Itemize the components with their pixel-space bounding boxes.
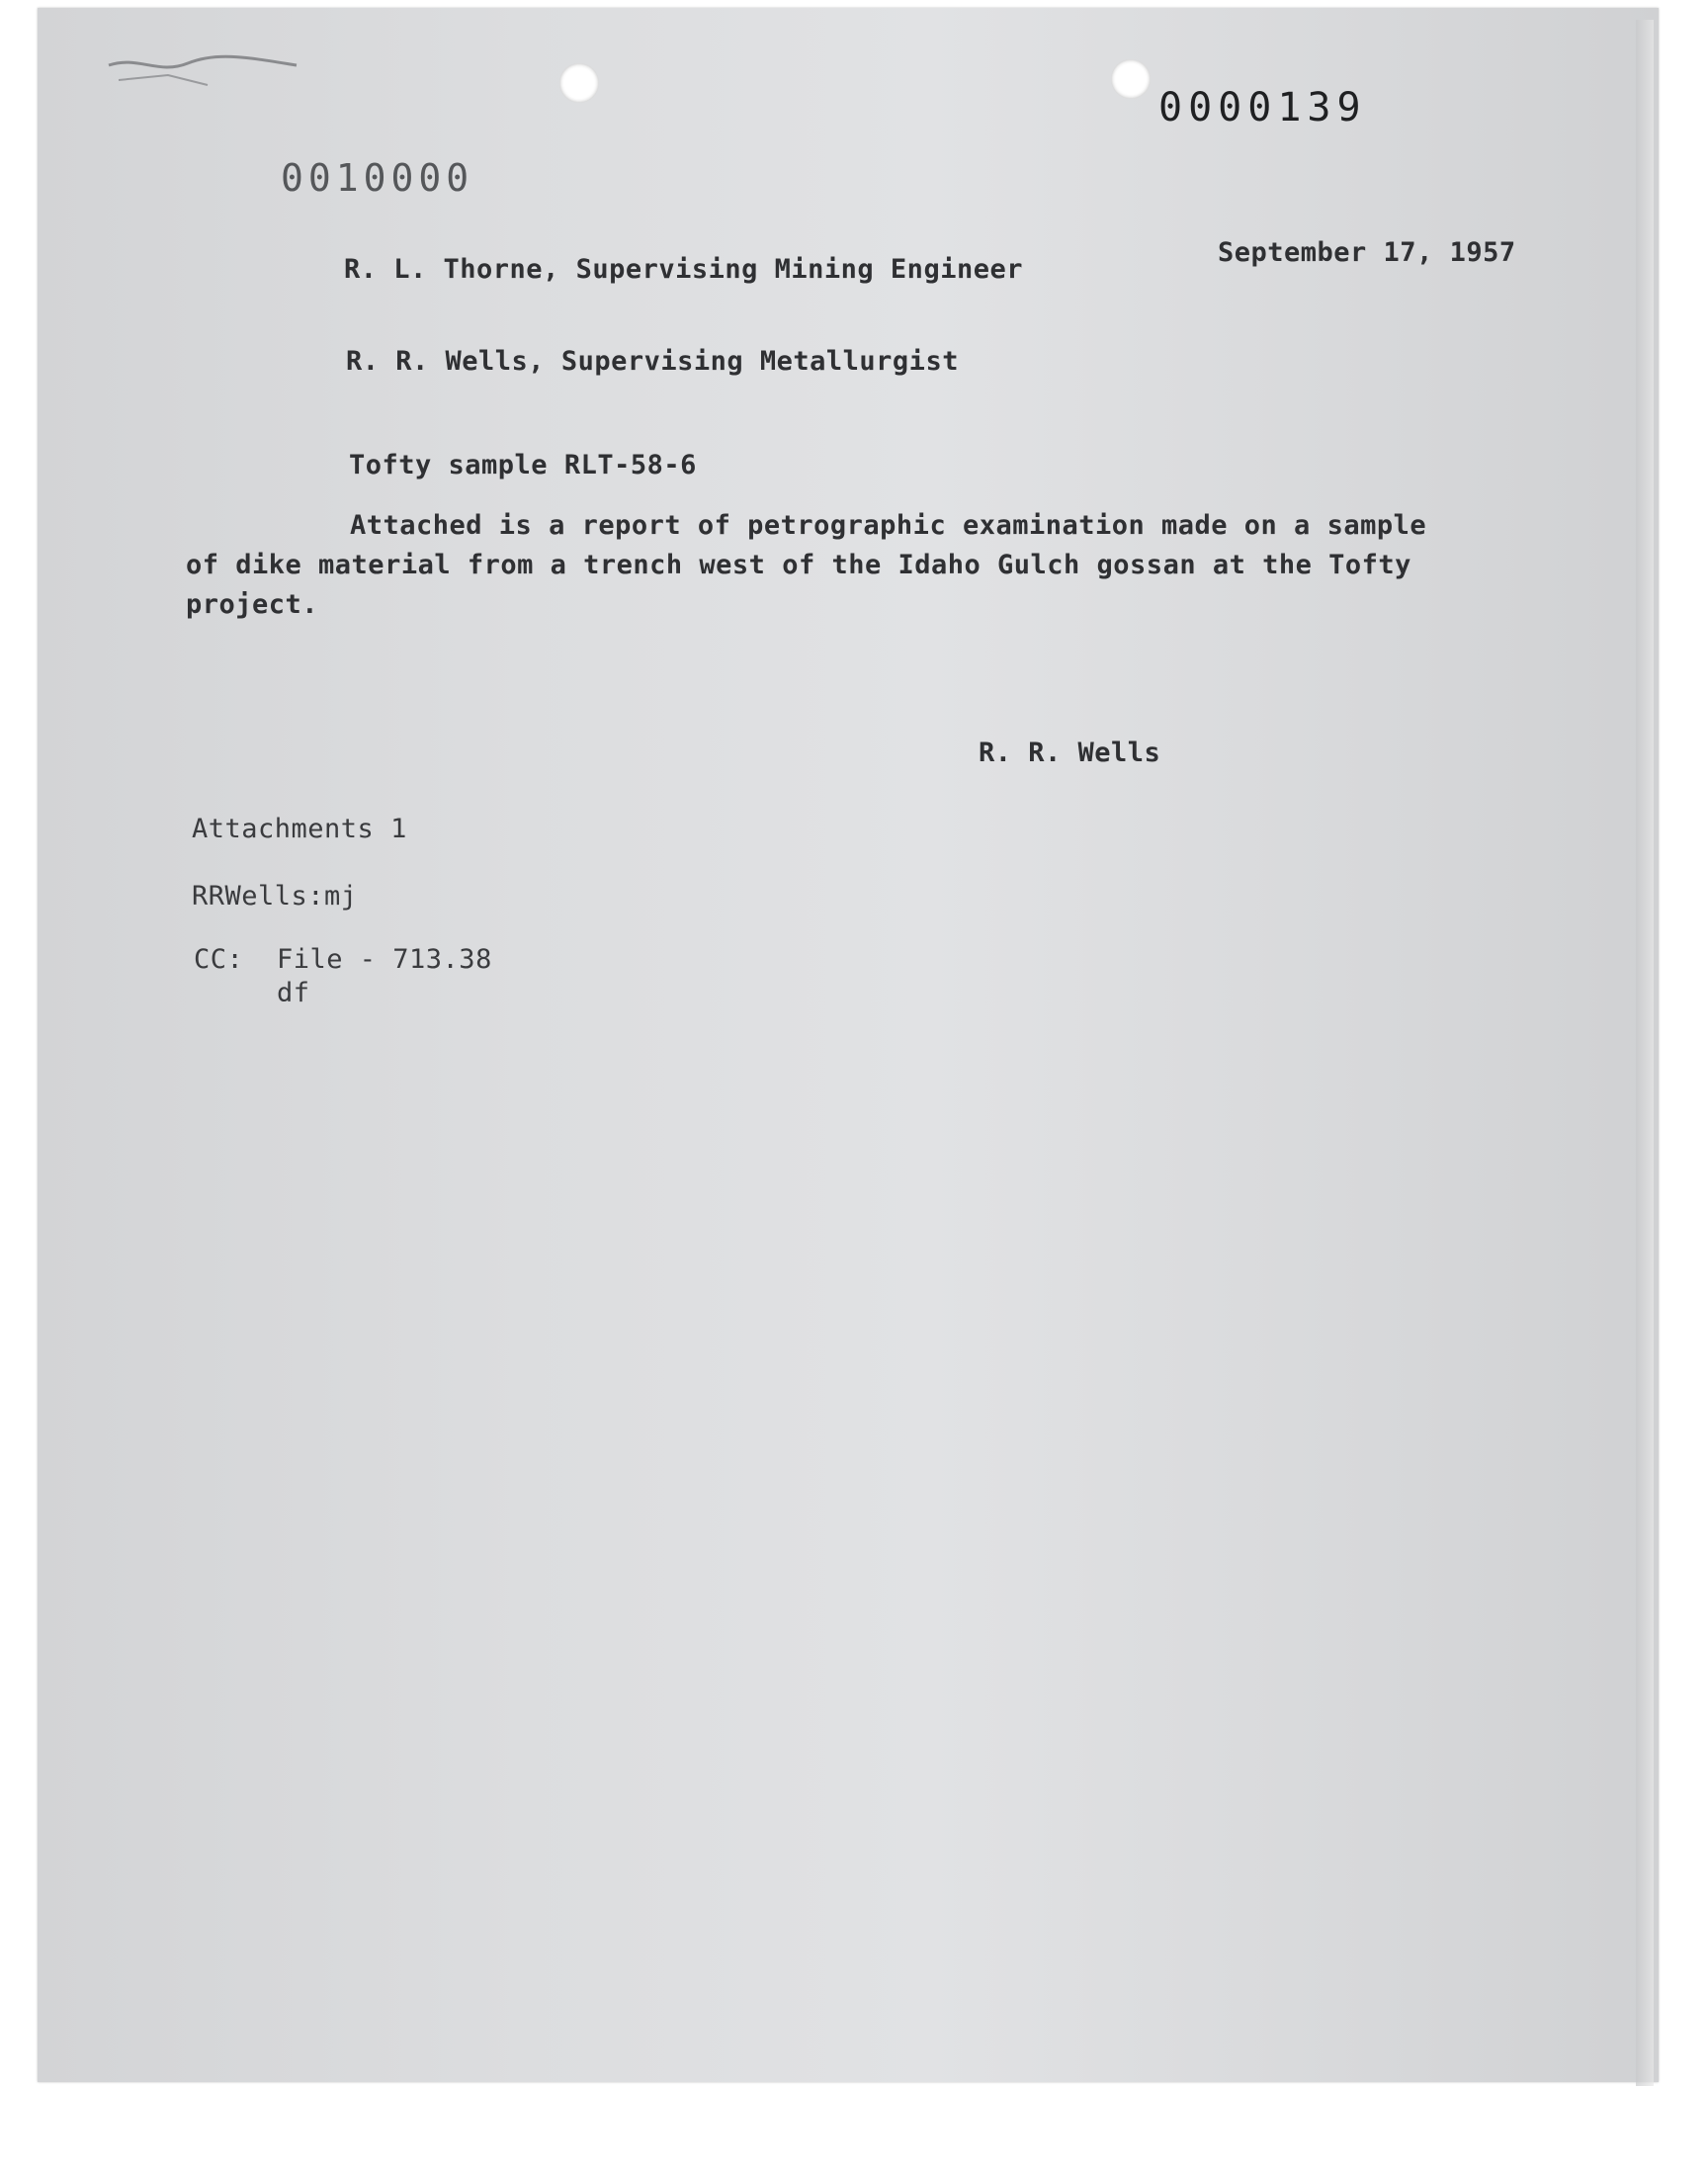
document-page: [38, 8, 1659, 2082]
cc-label: CC:: [194, 944, 244, 975]
memo-subject: Tofty sample RLT-58-6: [349, 450, 697, 480]
attachments-note: Attachments 1: [192, 814, 407, 844]
memo-body-line-3: project.: [186, 589, 319, 620]
signature-block: R. R. Wells: [979, 738, 1161, 768]
memo-body-line-2: of dike material from a trench west of the Idaho Gulch gossan at the Tofty: [186, 550, 1411, 580]
typist-initials: RRWells:mj: [192, 881, 358, 912]
cc-file: File - 713.38: [277, 944, 492, 975]
page-edge-shadow: [1636, 20, 1654, 2086]
memo-from: R. R. Wells, Supervising Metallurgist: [346, 346, 959, 377]
punch-hole-right: [1111, 59, 1151, 99]
memo-to: R. L. Thorne, Supervising Mining Engineer: [344, 254, 1023, 285]
memo-date: September 17, 1957: [1218, 237, 1516, 268]
torn-corner-mark: [99, 36, 316, 95]
document-number-stamp: 0000139: [1158, 85, 1367, 130]
file-number-stamp: 0010000: [281, 156, 474, 200]
punch-hole-left: [559, 63, 599, 103]
memo-body-line-1: Attached is a report of petrographic examination made on a sample: [350, 510, 1427, 541]
cc-df: df: [277, 978, 310, 1008]
